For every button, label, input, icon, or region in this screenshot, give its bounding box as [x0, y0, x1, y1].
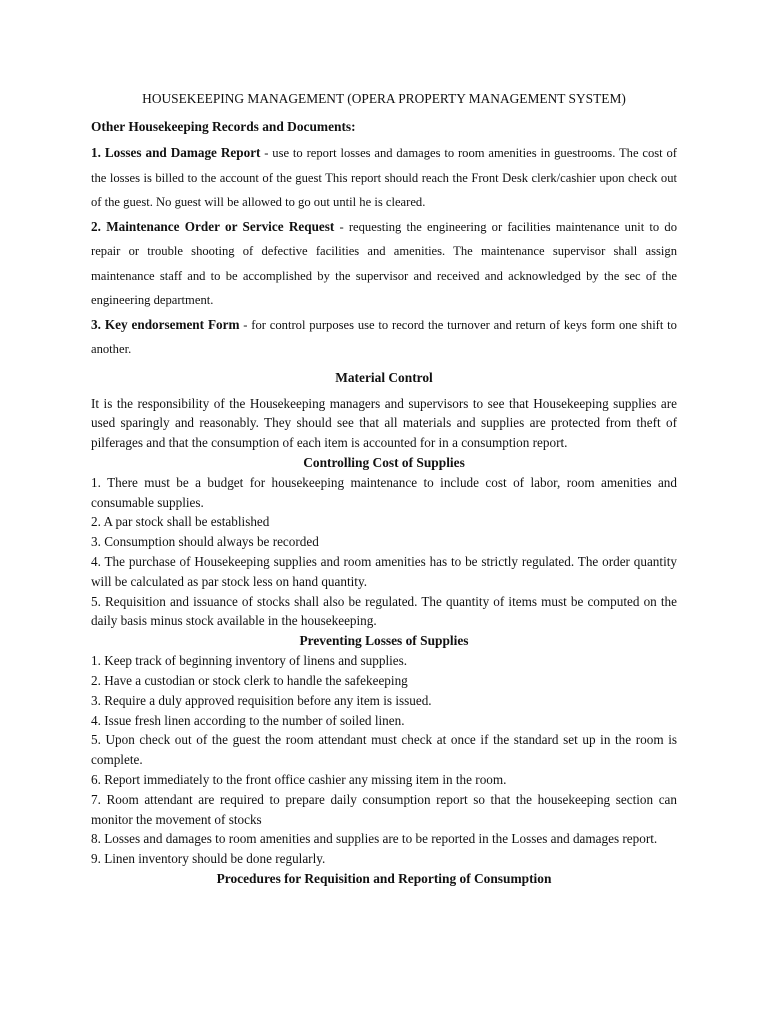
list-item: 7. Room attendant are required to prepare daily consumption report so that the housekeeping section can monitor the movement of stocks: [91, 791, 677, 827]
list-item: 1. Keep track of beginning inventory of linens and supplies.: [91, 653, 408, 669]
list-item: 8. Losses and damages to room amenities and supplies are to be reported in the Losses and damages report.: [91, 831, 658, 847]
controlling-cost-heading: Controlling Cost of Supplies: [303, 454, 465, 470]
preventing-losses-list: [91, 651, 677, 869]
controlling-cost-list: [91, 473, 677, 631]
list-item: 3. Consumption should always be recorded: [91, 534, 319, 550]
material-control-heading: Material Control: [335, 369, 433, 385]
records-heading: Other Housekeeping Records and Documents:: [91, 119, 356, 134]
record-label: 2. Maintenance Order or Service Request: [91, 218, 335, 234]
record-maintenance-order: [91, 215, 677, 313]
list-item: 2. A par stock shall be established: [91, 514, 270, 530]
record-losses-damage: [91, 141, 677, 215]
list-item: 4. Issue fresh linen according to the number of soiled linen.: [91, 712, 405, 728]
list-item: 9. Linen inventory should be done regularly.: [91, 851, 326, 867]
list-item: 1. There must be a budget for housekeeping maintenance to include cost of labor, room amenities and consumable supplies.: [91, 474, 677, 510]
preventing-losses-heading: Preventing Losses of Supplies: [299, 633, 469, 649]
record-label: 3. Key endorsement Form: [91, 316, 240, 332]
list-item: 5. Upon check out of the guest the room attendant must check at once if the standard set up in the room is complete.: [91, 732, 677, 768]
record-key-endorsement: [91, 313, 677, 362]
record-text: - use to report losses and damages to room amenities in guestrooms. The cost of the losses is billed to the account of the guest This report should reach the Front Desk clerk/cashier upon check out of the guest. No guest will be allowed to go out until he is cleared.: [91, 146, 677, 209]
record-text: - for control purposes use to record the turnover and return of keys form one shift to another.: [91, 317, 677, 356]
record-text: - requesting the engineering or facilities maintenance unit to do repair or trouble shooting of defective facilities and amenities. The maintenance supervisor shall assign maintenance staff and to be accomplished by the supervisor and received and acknowledged by the sec of the engineering department.: [91, 219, 677, 307]
document-title: HOUSEKEEPING MANAGEMENT (OPERA PROPERTY MANAGEMENT SYSTEM): [142, 91, 626, 106]
list-item: 2. Have a custodian or stock clerk to handle the safekeeping: [91, 673, 408, 689]
list-item: 3. Require a duly approved requisition before any item is issued.: [91, 692, 432, 708]
record-label: 1. Losses and Damage Report: [91, 145, 261, 160]
material-control-text: It is the responsibility of the Housekeeping managers and supervisors to see that Housekeeping supplies are used sparingly and reasonably. They should see that all materials and supplies are protected from theft of pilferages and that the consumption of each item is accounted for in a consumption report.: [91, 395, 677, 451]
list-item: 4. The purchase of Housekeeping supplies and room amenities has to be strictly regulated. The order quantity will be calculated as par stock less on hand quantity.: [91, 554, 677, 589]
list-item: 6. Report immediately to the front office cashier any missing item in the room.: [91, 772, 507, 788]
document-page: [91, 88, 677, 889]
procedures-heading: Procedures for Requisition and Reporting of Consumption: [216, 871, 552, 887]
list-item: 5. Requisition and issuance of stocks shall also be regulated. The quantity of items must be computed on the daily basis minus stock available in the housekeeping.: [91, 593, 677, 629]
